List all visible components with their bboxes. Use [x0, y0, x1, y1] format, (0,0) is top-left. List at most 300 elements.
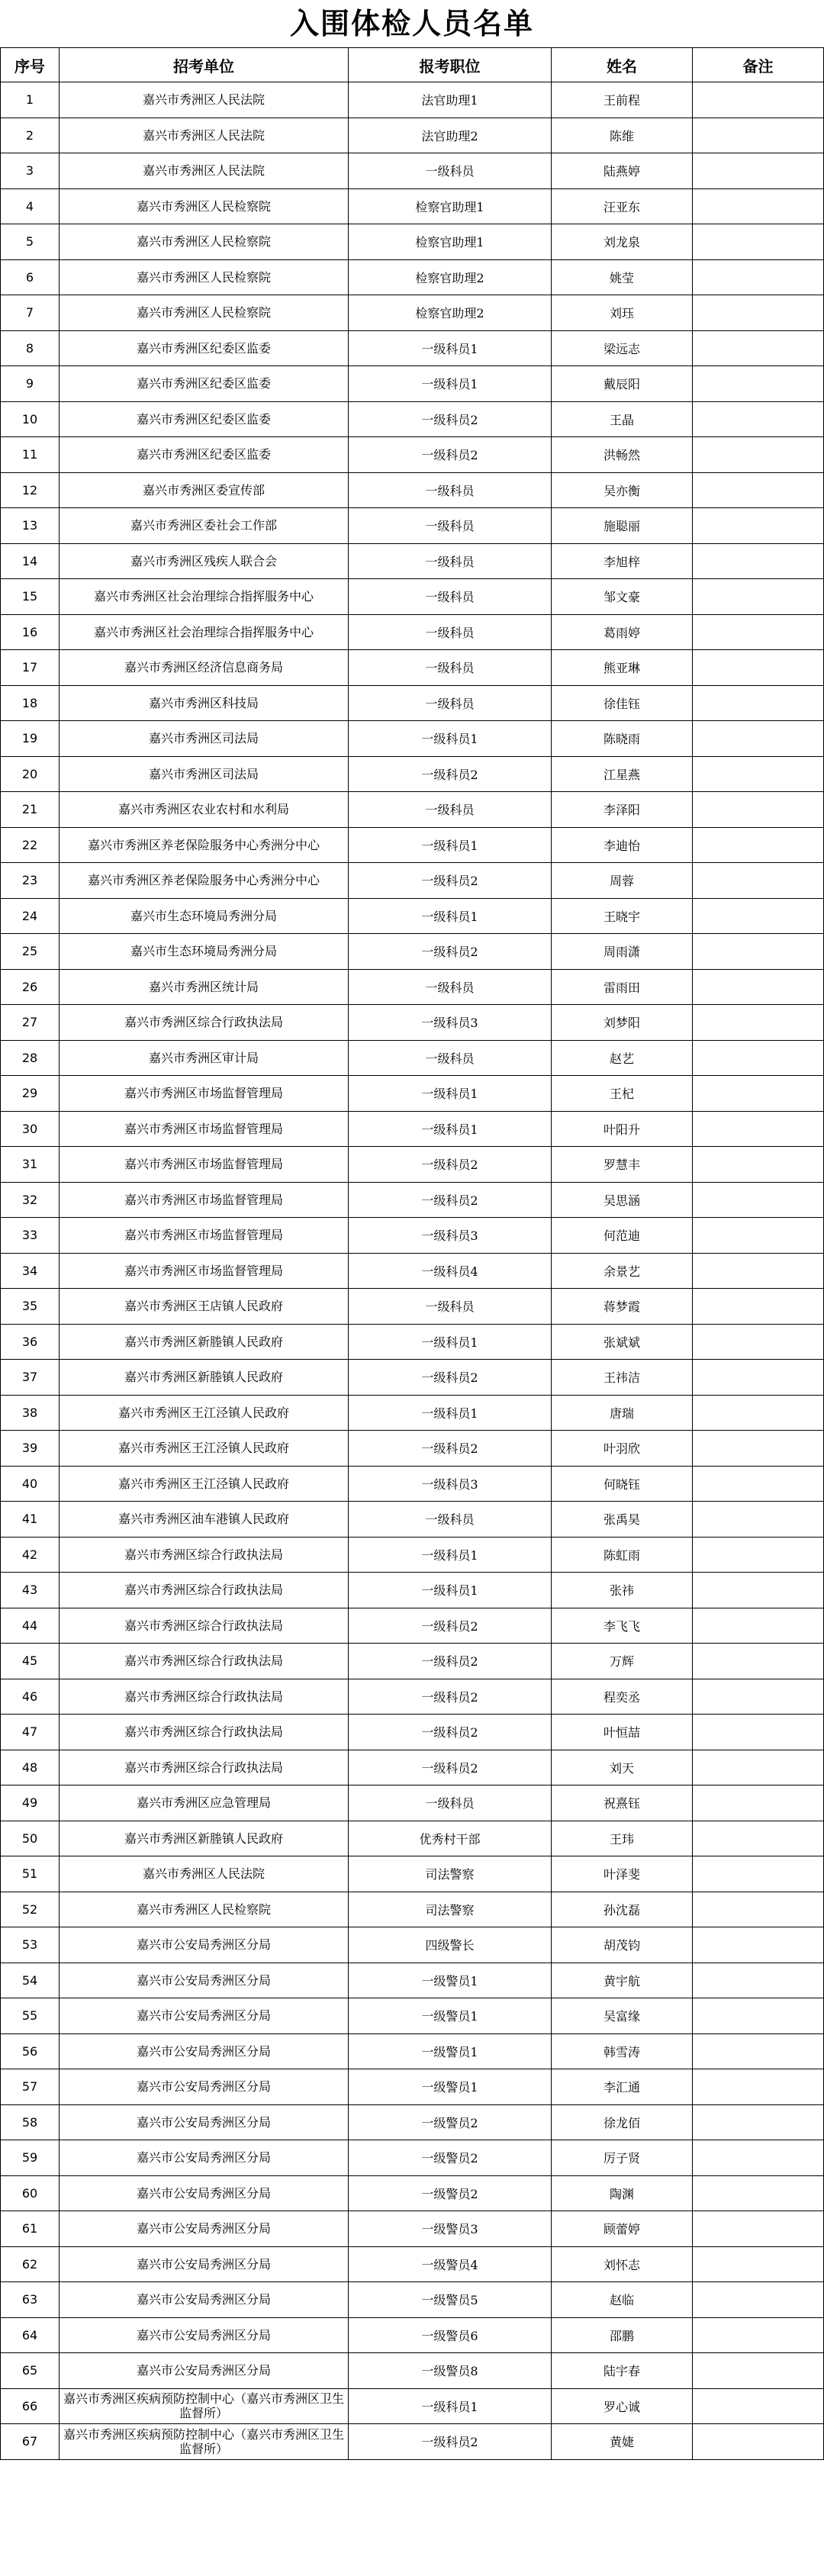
table-row — [1, 1715, 824, 1750]
cell-unit: 嘉兴市秀洲区残疾人联合会 — [60, 543, 349, 579]
cell-position: 一级科员1 — [349, 827, 552, 863]
cell-position: 一级科员3 — [349, 1466, 552, 1502]
cell-position: 一级科员2 — [349, 1644, 552, 1679]
cell-name: 周蓉 — [552, 863, 693, 899]
cell-remark — [693, 1679, 824, 1715]
cell-remark — [693, 2246, 824, 2282]
cell-remark — [693, 82, 824, 118]
header-unit: 招考单位 — [60, 48, 349, 82]
cell-name: 熊亚琳 — [552, 650, 693, 686]
cell-position: 一级科员 — [349, 685, 552, 721]
cell-index: 13 — [1, 508, 60, 544]
table-header-row — [1, 48, 824, 82]
cell-index: 52 — [1, 1892, 60, 1927]
table-row — [1, 2140, 824, 2176]
cell-index: 67 — [1, 2424, 60, 2460]
cell-position: 一级科员2 — [349, 1360, 552, 1396]
table-row — [1, 2246, 824, 2282]
cell-remark — [693, 2282, 824, 2318]
cell-remark — [693, 2388, 824, 2424]
cell-remark — [693, 1218, 824, 1254]
table-row — [1, 366, 824, 402]
cell-unit: 嘉兴市公安局秀洲区分局 — [60, 1963, 349, 1998]
cell-remark — [693, 1537, 824, 1573]
cell-position: 一级警员2 — [349, 2175, 552, 2211]
table-row — [1, 1785, 824, 1821]
cell-position: 一级科员1 — [349, 1395, 552, 1431]
cell-index: 59 — [1, 2140, 60, 2176]
cell-index: 40 — [1, 1466, 60, 1502]
table-row — [1, 295, 824, 331]
cell-position: 一级科员 — [349, 792, 552, 828]
cell-position: 一级科员 — [349, 543, 552, 579]
cell-remark — [693, 1821, 824, 1856]
cell-index: 45 — [1, 1644, 60, 1679]
cell-remark — [693, 1856, 824, 1892]
cell-unit: 嘉兴市公安局秀洲区分局 — [60, 2317, 349, 2353]
cell-index: 46 — [1, 1679, 60, 1715]
cell-index: 54 — [1, 1963, 60, 1998]
cell-unit: 嘉兴市秀洲区市场监督管理局 — [60, 1111, 349, 1147]
cell-unit: 嘉兴市秀洲区王江泾镇人民政府 — [60, 1466, 349, 1502]
cell-unit: 嘉兴市秀洲区人民检察院 — [60, 295, 349, 331]
cell-index: 58 — [1, 2104, 60, 2140]
cell-position: 检察官助理2 — [349, 295, 552, 331]
cell-position: 一级科员4 — [349, 1253, 552, 1289]
cell-remark — [693, 2104, 824, 2140]
cell-name: 徐龙佰 — [552, 2104, 693, 2140]
cell-position: 一级警员4 — [349, 2246, 552, 2282]
cell-index: 42 — [1, 1537, 60, 1573]
header-name: 姓名 — [552, 48, 693, 82]
cell-position: 一级科员2 — [349, 437, 552, 473]
cell-name: 陈虹雨 — [552, 1537, 693, 1573]
table-row — [1, 863, 824, 899]
cell-index: 16 — [1, 614, 60, 650]
cell-remark — [693, 1111, 824, 1147]
cell-position: 一级警员1 — [349, 1963, 552, 1998]
table-row — [1, 614, 824, 650]
cell-unit: 嘉兴市秀洲区新塍镇人民政府 — [60, 1821, 349, 1856]
cell-position: 一级科员2 — [349, 1182, 552, 1218]
cell-name: 徐佳钰 — [552, 685, 693, 721]
cell-name: 陆燕婷 — [552, 153, 693, 189]
cell-unit: 嘉兴市秀洲区人民法院 — [60, 153, 349, 189]
cell-remark — [693, 827, 824, 863]
cell-index: 66 — [1, 2388, 60, 2424]
cell-index: 28 — [1, 1040, 60, 1076]
table-row — [1, 259, 824, 295]
cell-index: 65 — [1, 2353, 60, 2389]
table-row — [1, 401, 824, 437]
cell-remark — [693, 366, 824, 402]
cell-position: 一级科员2 — [349, 1715, 552, 1750]
table-row — [1, 1644, 824, 1679]
cell-name: 吴富缘 — [552, 1998, 693, 2034]
cell-name: 陈维 — [552, 118, 693, 153]
cell-position: 一级科员3 — [349, 1005, 552, 1041]
cell-name: 胡茂钧 — [552, 1927, 693, 1963]
cell-unit: 嘉兴市秀洲区人民法院 — [60, 1856, 349, 1892]
cell-remark — [693, 2175, 824, 2211]
cell-unit: 嘉兴市秀洲区人民检察院 — [60, 224, 349, 260]
cell-name: 叶泽斐 — [552, 1856, 693, 1892]
table-row — [1, 650, 824, 686]
cell-position: 一级科员1 — [349, 1111, 552, 1147]
table-row — [1, 1040, 824, 1076]
cell-name: 王玮 — [552, 1821, 693, 1856]
cell-remark — [693, 614, 824, 650]
cell-position: 一级科员 — [349, 1502, 552, 1538]
table-row — [1, 224, 824, 260]
table-row — [1, 1679, 824, 1715]
cell-name: 李迪怡 — [552, 827, 693, 863]
table-row — [1, 2033, 824, 2069]
table-row — [1, 437, 824, 473]
cell-unit: 嘉兴市秀洲区统计局 — [60, 969, 349, 1005]
table-row — [1, 1927, 824, 1963]
cell-name: 刘梦阳 — [552, 1005, 693, 1041]
cell-index: 19 — [1, 721, 60, 757]
cell-name: 张斌斌 — [552, 1324, 693, 1360]
cell-name: 李泽阳 — [552, 792, 693, 828]
cell-index: 9 — [1, 366, 60, 402]
cell-remark — [693, 188, 824, 224]
cell-unit: 嘉兴市秀洲区纪委区监委 — [60, 401, 349, 437]
cell-unit: 嘉兴市公安局秀洲区分局 — [60, 2175, 349, 2211]
cell-position: 一级科员2 — [349, 1147, 552, 1183]
table-row — [1, 898, 824, 934]
table-body — [1, 82, 824, 2460]
cell-unit: 嘉兴市秀洲区王江泾镇人民政府 — [60, 1395, 349, 1431]
cell-index: 30 — [1, 1111, 60, 1147]
cell-remark — [693, 1644, 824, 1679]
cell-unit: 嘉兴市秀洲区市场监督管理局 — [60, 1147, 349, 1183]
cell-remark — [693, 1040, 824, 1076]
cell-unit: 嘉兴市秀洲区综合行政执法局 — [60, 1644, 349, 1679]
cell-position: 一级警员1 — [349, 1998, 552, 2034]
table-row — [1, 508, 824, 544]
cell-remark — [693, 259, 824, 295]
cell-position: 一级警员3 — [349, 2211, 552, 2247]
cell-unit: 嘉兴市秀洲区综合行政执法局 — [60, 1005, 349, 1041]
table-row — [1, 1502, 824, 1538]
cell-remark — [693, 1963, 824, 1998]
table-row — [1, 1892, 824, 1927]
cell-position: 一级科员1 — [349, 1324, 552, 1360]
cell-name: 施聪丽 — [552, 508, 693, 544]
cell-unit: 嘉兴市公安局秀洲区分局 — [60, 2104, 349, 2140]
table-row — [1, 1963, 824, 1998]
cell-position: 一级科员1 — [349, 1573, 552, 1608]
cell-name: 梁远志 — [552, 330, 693, 366]
table-row — [1, 2317, 824, 2353]
cell-unit: 嘉兴市秀洲区农业农村和水利局 — [60, 792, 349, 828]
cell-index: 44 — [1, 1608, 60, 1644]
cell-name: 万辉 — [552, 1644, 693, 1679]
cell-position: 一级科员2 — [349, 1431, 552, 1467]
cell-unit: 嘉兴市秀洲区新塍镇人民政府 — [60, 1324, 349, 1360]
cell-position: 司法警察 — [349, 1856, 552, 1892]
cell-name: 姚莹 — [552, 259, 693, 295]
cell-remark — [693, 1608, 824, 1644]
cell-remark — [693, 1395, 824, 1431]
cell-unit: 嘉兴市秀洲区养老保险服务中心秀洲分中心 — [60, 827, 349, 863]
cell-remark — [693, 1785, 824, 1821]
cell-unit: 嘉兴市公安局秀洲区分局 — [60, 1927, 349, 1963]
cell-remark — [693, 1750, 824, 1785]
cell-remark — [693, 1182, 824, 1218]
cell-index: 17 — [1, 650, 60, 686]
table-row — [1, 82, 824, 118]
cell-unit: 嘉兴市公安局秀洲区分局 — [60, 2353, 349, 2389]
cell-unit: 嘉兴市秀洲区新塍镇人民政府 — [60, 1360, 349, 1396]
cell-position: 一级科员1 — [349, 2388, 552, 2424]
cell-unit: 嘉兴市秀洲区人民检察院 — [60, 1892, 349, 1927]
cell-remark — [693, 2211, 824, 2247]
table-row — [1, 969, 824, 1005]
cell-position: 优秀村干部 — [349, 1821, 552, 1856]
cell-position: 一级科员1 — [349, 366, 552, 402]
cell-position: 一级科员3 — [349, 1218, 552, 1254]
table-row — [1, 1431, 824, 1467]
cell-remark — [693, 508, 824, 544]
table-row — [1, 472, 824, 508]
cell-position: 一级警员2 — [349, 2104, 552, 2140]
cell-unit: 嘉兴市秀洲区人民法院 — [60, 82, 349, 118]
cell-unit: 嘉兴市秀洲区审计局 — [60, 1040, 349, 1076]
cell-name: 李飞飞 — [552, 1608, 693, 1644]
table-row — [1, 2211, 824, 2247]
cell-index: 35 — [1, 1289, 60, 1325]
cell-position: 一级警员1 — [349, 2069, 552, 2105]
cell-position: 一级警员5 — [349, 2282, 552, 2318]
cell-index: 32 — [1, 1182, 60, 1218]
cell-remark — [693, 153, 824, 189]
cell-index: 48 — [1, 1750, 60, 1785]
table-row — [1, 330, 824, 366]
table-row — [1, 721, 824, 757]
cell-remark — [693, 2353, 824, 2389]
cell-index: 47 — [1, 1715, 60, 1750]
cell-position: 一级科员 — [349, 508, 552, 544]
cell-index: 1 — [1, 82, 60, 118]
table-row — [1, 2353, 824, 2389]
cell-name: 刘怀志 — [552, 2246, 693, 2282]
cell-unit: 嘉兴市秀洲区纪委区监委 — [60, 330, 349, 366]
cell-name: 何晓钰 — [552, 1466, 693, 1502]
cell-index: 24 — [1, 898, 60, 934]
cell-name: 程奕丞 — [552, 1679, 693, 1715]
cell-name: 李汇通 — [552, 2069, 693, 2105]
cell-remark — [693, 118, 824, 153]
cell-position: 一级科员 — [349, 614, 552, 650]
cell-remark — [693, 1502, 824, 1538]
cell-unit: 嘉兴市公安局秀洲区分局 — [60, 2246, 349, 2282]
cell-unit: 嘉兴市秀洲区市场监督管理局 — [60, 1076, 349, 1112]
table-row — [1, 1466, 824, 1502]
cell-unit: 嘉兴市秀洲区人民检察院 — [60, 259, 349, 295]
cell-unit: 嘉兴市秀洲区司法局 — [60, 721, 349, 757]
table-row — [1, 579, 824, 615]
cell-index: 10 — [1, 401, 60, 437]
cell-name: 李旭梓 — [552, 543, 693, 579]
table-row — [1, 1821, 824, 1856]
cell-remark — [693, 1289, 824, 1325]
cell-index: 50 — [1, 1821, 60, 1856]
cell-position: 一级科员 — [349, 1040, 552, 1076]
cell-index: 64 — [1, 2317, 60, 2353]
table-row — [1, 1218, 824, 1254]
cell-unit: 嘉兴市公安局秀洲区分局 — [60, 2033, 349, 2069]
cell-remark — [693, 437, 824, 473]
cell-remark — [693, 1431, 824, 1467]
cell-index: 12 — [1, 472, 60, 508]
table-row — [1, 756, 824, 792]
cell-unit: 嘉兴市秀洲区社会治理综合指挥服务中心 — [60, 614, 349, 650]
cell-name: 吴亦衡 — [552, 472, 693, 508]
cell-remark — [693, 721, 824, 757]
cell-unit: 嘉兴市秀洲区市场监督管理局 — [60, 1218, 349, 1254]
table-row — [1, 543, 824, 579]
cell-position: 法官助理1 — [349, 82, 552, 118]
cell-index: 39 — [1, 1431, 60, 1467]
cell-remark — [693, 1715, 824, 1750]
cell-unit: 嘉兴市秀洲区综合行政执法局 — [60, 1537, 349, 1573]
cell-remark — [693, 1466, 824, 1502]
cell-name: 陈晓雨 — [552, 721, 693, 757]
cell-index: 26 — [1, 969, 60, 1005]
cell-unit: 嘉兴市秀洲区疾病预防控制中心（嘉兴市秀洲区卫生监督所） — [60, 2388, 349, 2424]
header-position: 报考职位 — [349, 48, 552, 82]
cell-position: 四级警长 — [349, 1927, 552, 1963]
cell-unit: 嘉兴市公安局秀洲区分局 — [60, 2211, 349, 2247]
cell-index: 37 — [1, 1360, 60, 1396]
cell-unit: 嘉兴市秀洲区市场监督管理局 — [60, 1253, 349, 1289]
cell-index: 62 — [1, 2246, 60, 2282]
cell-index: 18 — [1, 685, 60, 721]
cell-name: 王晶 — [552, 401, 693, 437]
cell-position: 一级科员2 — [349, 1750, 552, 1785]
cell-name: 吴思涵 — [552, 1182, 693, 1218]
cell-remark — [693, 650, 824, 686]
table-row — [1, 1608, 824, 1644]
cell-position: 检察官助理1 — [349, 224, 552, 260]
table-row — [1, 153, 824, 189]
cell-index: 15 — [1, 579, 60, 615]
table-row — [1, 1147, 824, 1183]
cell-index: 60 — [1, 2175, 60, 2211]
cell-index: 34 — [1, 1253, 60, 1289]
table-row — [1, 188, 824, 224]
cell-remark — [693, 330, 824, 366]
cell-index: 21 — [1, 792, 60, 828]
cell-name: 邹文豪 — [552, 579, 693, 615]
cell-unit: 嘉兴市秀洲区纪委区监委 — [60, 437, 349, 473]
cell-index: 43 — [1, 1573, 60, 1608]
cell-index: 56 — [1, 2033, 60, 2069]
cell-index: 8 — [1, 330, 60, 366]
cell-remark — [693, 579, 824, 615]
cell-name: 雷雨田 — [552, 969, 693, 1005]
cell-unit: 嘉兴市秀洲区王江泾镇人民政府 — [60, 1431, 349, 1467]
cell-unit: 嘉兴市秀洲区委宣传部 — [60, 472, 349, 508]
cell-name: 张禹昊 — [552, 1502, 693, 1538]
cell-index: 63 — [1, 2282, 60, 2318]
cell-name: 黄宇航 — [552, 1963, 693, 1998]
cell-name: 叶恒喆 — [552, 1715, 693, 1750]
cell-index: 33 — [1, 1218, 60, 1254]
cell-name: 罗心诚 — [552, 2388, 693, 2424]
cell-position: 一级科员2 — [349, 401, 552, 437]
table-row — [1, 2104, 824, 2140]
table-row — [1, 1111, 824, 1147]
cell-name: 王晓宇 — [552, 898, 693, 934]
cell-unit: 嘉兴市秀洲区科技局 — [60, 685, 349, 721]
cell-remark — [693, 543, 824, 579]
cell-name: 葛雨婷 — [552, 614, 693, 650]
cell-position: 一级科员1 — [349, 1537, 552, 1573]
cell-unit: 嘉兴市秀洲区综合行政执法局 — [60, 1608, 349, 1644]
cell-name: 刘天 — [552, 1750, 693, 1785]
cell-index: 6 — [1, 259, 60, 295]
cell-position: 一级警员6 — [349, 2317, 552, 2353]
cell-position: 一级科员 — [349, 1289, 552, 1325]
table-row — [1, 792, 824, 828]
cell-name: 刘珏 — [552, 295, 693, 331]
cell-name: 厉子贤 — [552, 2140, 693, 2176]
cell-name: 汪亚东 — [552, 188, 693, 224]
cell-index: 55 — [1, 1998, 60, 2034]
cell-name: 蒋梦霞 — [552, 1289, 693, 1325]
cell-position: 一级科员 — [349, 472, 552, 508]
cell-remark — [693, 1573, 824, 1608]
cell-position: 一级科员1 — [349, 1076, 552, 1112]
cell-unit: 嘉兴市秀洲区综合行政执法局 — [60, 1573, 349, 1608]
cell-remark — [693, 2069, 824, 2105]
cell-unit: 嘉兴市秀洲区应急管理局 — [60, 1785, 349, 1821]
cell-name: 江星燕 — [552, 756, 693, 792]
cell-index: 27 — [1, 1005, 60, 1041]
cell-remark — [693, 1927, 824, 1963]
table-row — [1, 1076, 824, 1112]
cell-name: 顾蕾婷 — [552, 2211, 693, 2247]
cell-remark — [693, 1253, 824, 1289]
cell-index: 53 — [1, 1927, 60, 1963]
cell-remark — [693, 969, 824, 1005]
cell-name: 王前程 — [552, 82, 693, 118]
cell-name: 王祎洁 — [552, 1360, 693, 1396]
table-row — [1, 1537, 824, 1573]
cell-position: 一级科员2 — [349, 1679, 552, 1715]
cell-remark — [693, 295, 824, 331]
cell-name: 赵艺 — [552, 1040, 693, 1076]
cell-position: 一级科员1 — [349, 330, 552, 366]
cell-position: 一级科员2 — [349, 863, 552, 899]
cell-unit: 嘉兴市秀洲区人民检察院 — [60, 188, 349, 224]
cell-position: 一级科员2 — [349, 1608, 552, 1644]
cell-index: 20 — [1, 756, 60, 792]
cell-unit: 嘉兴市公安局秀洲区分局 — [60, 2069, 349, 2105]
cell-index: 14 — [1, 543, 60, 579]
cell-index: 25 — [1, 934, 60, 970]
table-row — [1, 1573, 824, 1608]
cell-name: 陆宇春 — [552, 2353, 693, 2389]
cell-position: 一级科员2 — [349, 756, 552, 792]
table-row — [1, 2175, 824, 2211]
cell-name: 唐瑞 — [552, 1395, 693, 1431]
table-row — [1, 934, 824, 970]
